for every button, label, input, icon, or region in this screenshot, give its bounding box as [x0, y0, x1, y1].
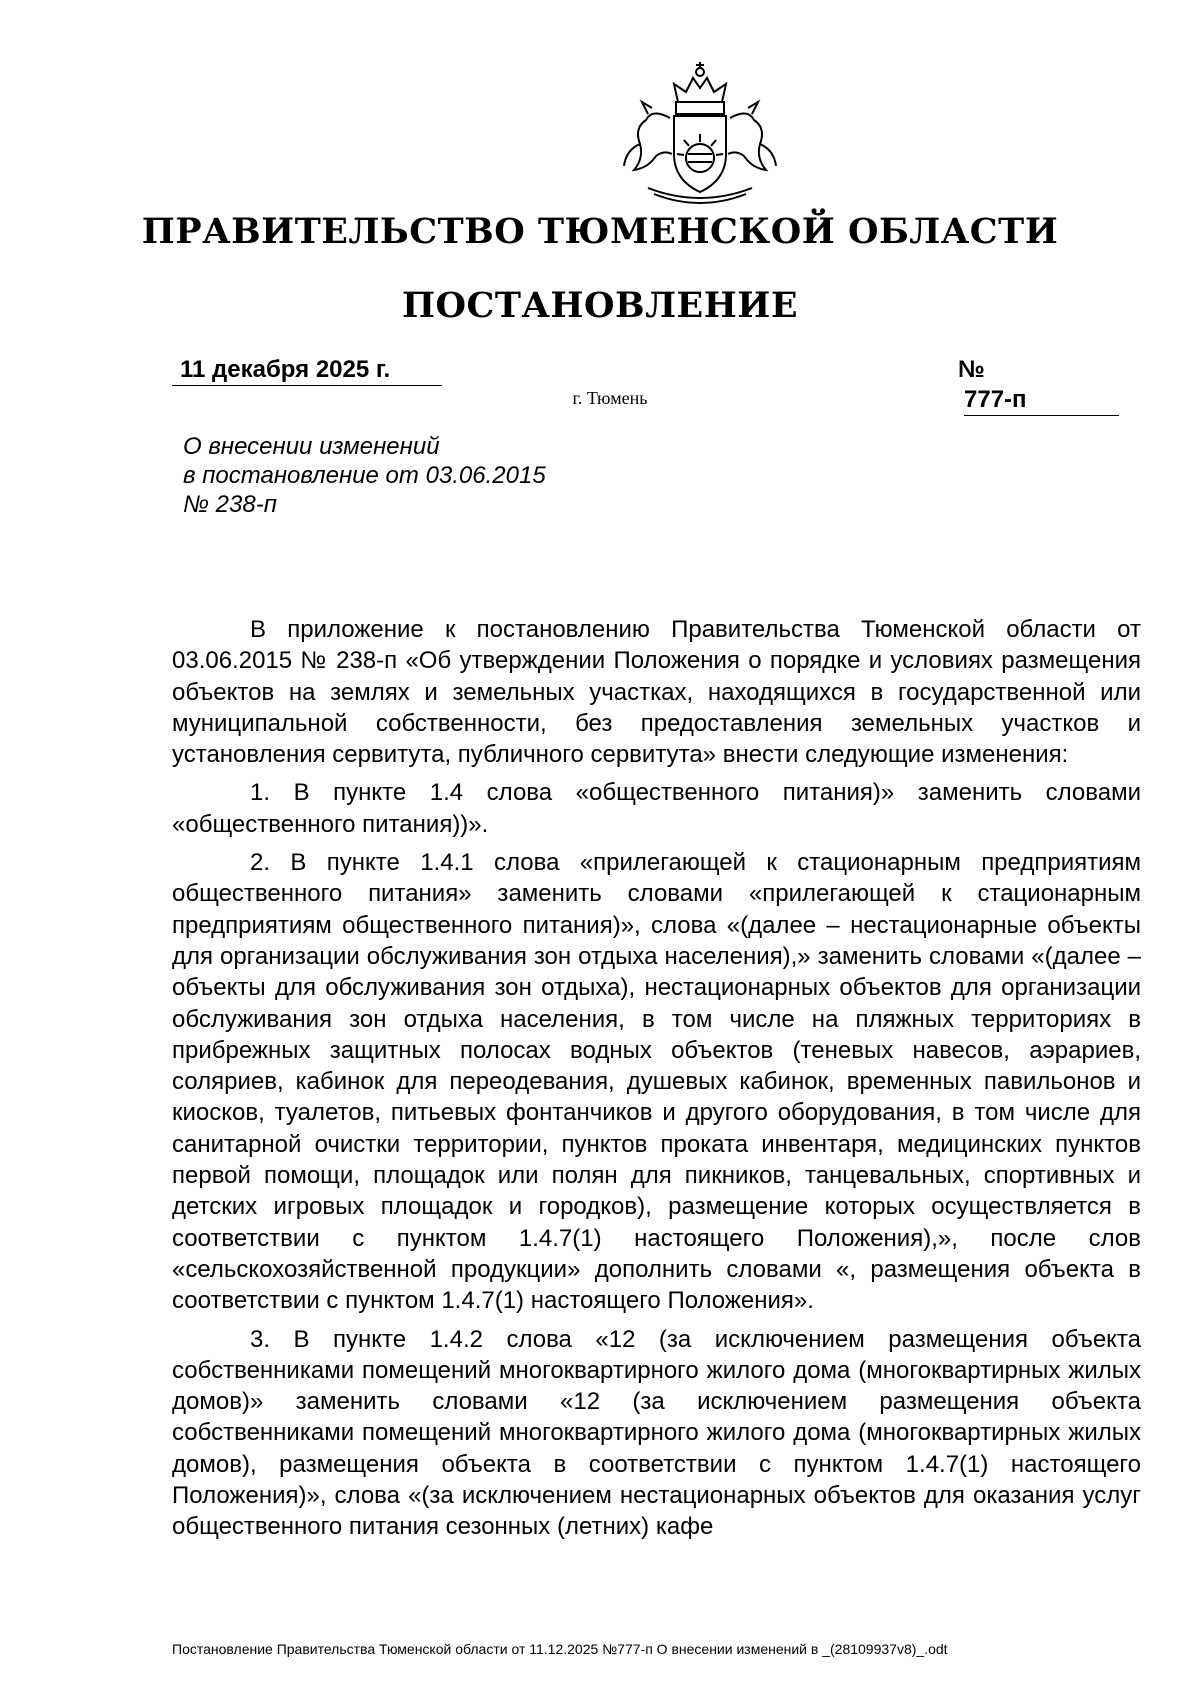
tyumen-region-coat-of-arms-icon [604, 58, 796, 208]
document-subject [183, 432, 683, 519]
item-3-paragraph: 3. В пункте 1.4.2 слова «12 (за исключением размещения объекта собственниками помещений многоквартирного жилого дома (многоквартирных жилых домов)» заменить словами «12 (за исключением размещения объекта собственниками помещений многоквартирного жилого дома (многоквартирных жилых домов), размещения объекта в соответствии с пунктом 1.4.7(1) настоящего Положения)», слова «(за исключением нестационарных объектов для оказания услуг общественного питания сезонных (летних) кафе [172, 1325, 1141, 1541]
document-date: 11 декабря 2025 г. [172, 355, 442, 386]
intro-paragraph: В приложение к постановлению Правительства Тюменской области от 03.06.2015 № 238-п «Об утверждении Положения о порядке и условиях размещения объектов на землях и земельных участках, находящихся в государственной или муниципальной собственности, без предоставления земельных участков и установления сервитута, публичного сервитута» внести следующие изменения: [172, 616, 1141, 769]
item-2-paragraph: 2. В пункте 1.4.1 слова «прилегающей к стационарным предприятиям общественного питания» заменить словами «прилегающей к стационарным предприятиям общественного питания)», слова «(далее – нестационарные объекты для организации обслуживания зон отдыха населения),» заменить словами «(далее – объекты для обслуживания зон отдыха), нестационарных объектов для организации обслуживания зон отдыха населения, в том числе на пляжных территориях в прибрежных защитных полосах водных объектов (теневых навесов, аэрариев, соляриев, кабинок для переодевания, душевых кабинок, временных павильонов и киосков, туалетов, питьевых фонтанчиков и другого оборудования, в том числе для санитарной очистки территории, пунктов проката инвентаря, медицинских пунктов первой помощи, площадок или полян для пикников, танцевальных, спортивных и детских игровых площадок и городков), размещение которых осуществляется в соответствии с пунктом 1.4.7(1) настоящего Положения),», после слов «сельскохозяйственной продукции» дополнить словами «, размещения объекта в соответствии с пунктом 1.4.7(1) настоящего Положения». [172, 849, 1141, 1315]
subject-line: в постановление от 03.06.2015 [183, 462, 546, 489]
document-city: г. Тюмень [572, 388, 648, 408]
document-body [172, 614, 1141, 1543]
document-type: ПОСТАНОВЛЕНИЕ [401, 285, 799, 326]
subject-line: № 238-п [183, 491, 277, 518]
number-value: 777-п [964, 386, 1027, 413]
number-sign: № [958, 356, 985, 383]
document-footer: Постановление Правительства Тюменской области от 11.12.2025 №777-п О внесении изменений в _(28109937v8)_.odt [172, 1641, 948, 1657]
subject-line: О внесении изменений [183, 433, 440, 460]
item-1-paragraph: 1. В пункте 1.4 слова «общественного питания)» заменить словами «общественного питания))». [172, 779, 1141, 838]
government-name: ПРАВИТЕЛЬСТВО ТЮМЕНСКОЙ ОБЛАСТИ [141, 211, 1059, 252]
